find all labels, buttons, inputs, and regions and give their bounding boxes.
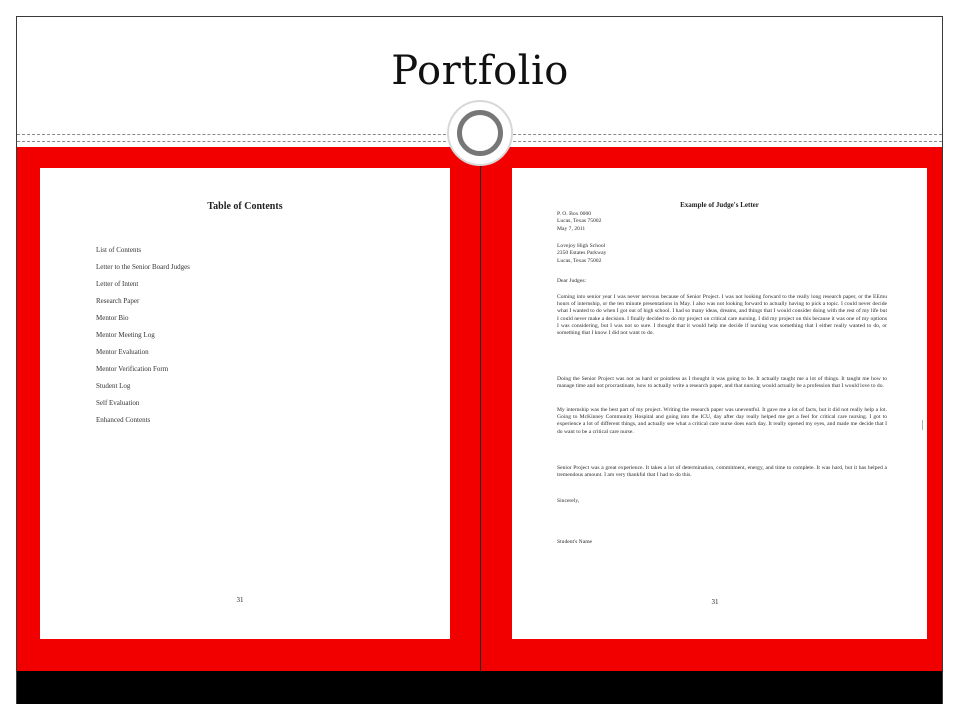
- toc-item: Mentor Verification Form: [96, 365, 169, 373]
- toc-item: Self Evaluation: [96, 399, 140, 407]
- toc-heading: Table of Contents: [207, 201, 283, 212]
- letter-paragraph: Coming into senior year I was never nervous because of Senior Project. I was not looking forward to the really long research paper, or the EEmu hours of internship, or the ten minute presentations in May. I also was not looking forward to actually having to pick a topic. I could never decide what I wanted to do when I got out of high school. I had so many ideas, dreams, and things that I would consider doing with the rest of my life but I could never make a decision. I finally decided to do my project on critical care nursing. I did my project on this because it was one of my options I was considering, but I was not so sure. I thought that it would help me decide if nursing was something that I either really wanted to do, or something that I know I did not want to do.: [557, 294, 887, 337]
- school-address: [557, 243, 606, 265]
- salutation: Dear Judges:: [557, 278, 587, 284]
- table-of-contents-page: [40, 168, 450, 639]
- toc-item: Research Paper: [96, 297, 140, 305]
- page-number: 31: [711, 598, 719, 606]
- center-divider: [480, 147, 481, 671]
- sender-line: Lucas, Texas 75002: [557, 218, 602, 225]
- toc-item: List of Contents: [96, 246, 142, 254]
- sender-line: May 7, 2011: [557, 225, 586, 232]
- school-line: Lovejoy High School: [557, 243, 606, 249]
- toc-item: Student Log: [96, 382, 131, 390]
- letter-paragraph: Senior Project was a great experience. It takes a lot of determination, commitment, energy, and time to complete. It was hard, but it has helped a tremendous amount. I am very thankful that I had to do this.: [557, 465, 887, 479]
- page-number: 31: [236, 596, 244, 604]
- divider-circle-ring: [457, 110, 503, 156]
- sender-address: [557, 211, 601, 233]
- sender-line: P. O. Box 0000: [557, 211, 592, 217]
- page-edge-mark: [922, 420, 923, 430]
- toc-list: [96, 242, 190, 429]
- toc-item: Mentor Meeting Log: [96, 331, 155, 339]
- slide-title: Portfolio: [391, 48, 569, 94]
- toc-item: Mentor Bio: [96, 314, 129, 322]
- judges-letter-page: [512, 168, 927, 639]
- footer-bar: [17, 671, 942, 704]
- toc-item: Letter to the Senior Board Judges: [96, 263, 190, 271]
- school-line: Lucas, Texas 75002: [557, 257, 602, 264]
- toc-item: Enhanced Contents: [96, 416, 151, 424]
- letter-closing: Sincerely,: [557, 498, 580, 504]
- letter-paragraph: My internship was the best part of my project. Writing the research paper was uneventful. It gave me a lot of facts, but it did not really help a lot. Going to McKinney Community Hospital and going into the ICU, day after day really helped me get a feel for critical care nursing. I got to experience a lot of different things, and actually see what a critical care nurse does each day. It really opened my eyes, and made me decide that I do want to be a critical care nurse.: [557, 407, 887, 435]
- letter-paragraph: Doing the Senior Project was not as hard or pointless as I thought it was going to be. It actually taught me a lot of things. It taught me how to manage time and not procrastinate, how to actually write a research paper, and that nursing would actually be a profession that I would love to do.: [557, 376, 887, 390]
- toc-item: Mentor Evaluation: [96, 348, 149, 356]
- school-line: 2350 Estates Parkway: [557, 250, 607, 257]
- letter-signature: Student's Name: [557, 539, 593, 545]
- toc-item: Letter of Intent: [96, 280, 139, 288]
- letter-heading: Example of Judge's Letter: [680, 201, 759, 209]
